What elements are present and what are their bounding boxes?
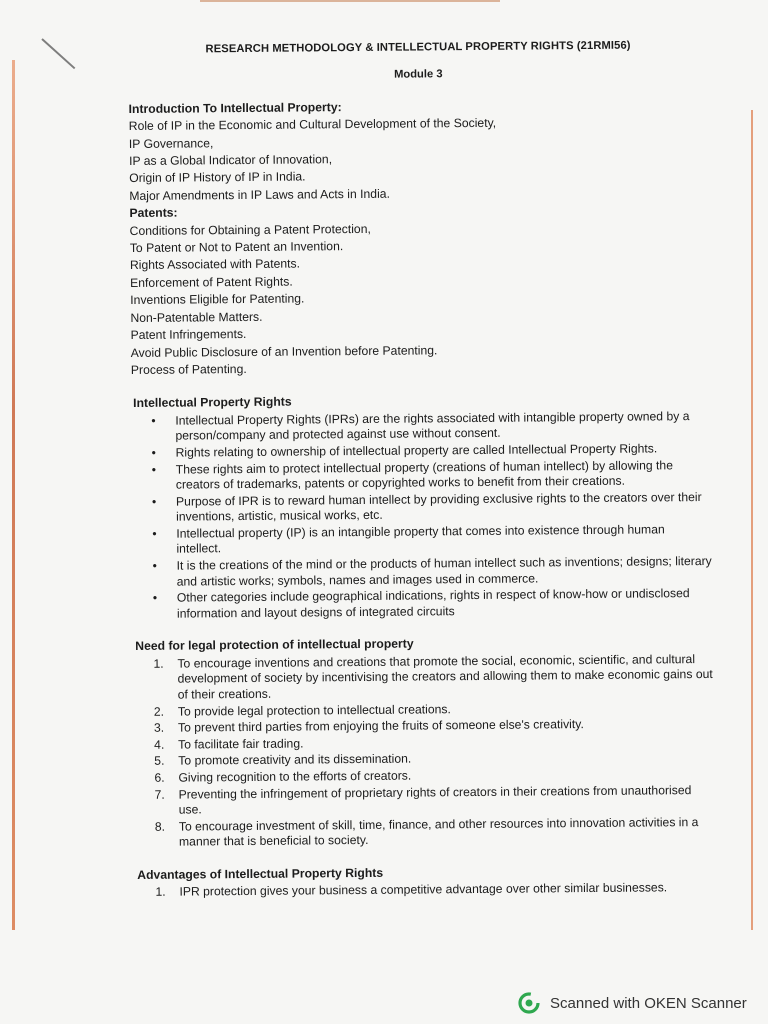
item-number: 5. — [154, 754, 165, 769]
syllabus-line: Process of Patenting. — [130, 361, 247, 377]
page-right-edge — [751, 110, 753, 930]
item-number: 4. — [154, 737, 165, 752]
item-text: To facilitate fair trading. — [178, 736, 304, 752]
item-text: Preventing the infringement of proprietary rights of creators in their creations from unauthorised use. — [178, 782, 692, 817]
ipr-section — [131, 390, 713, 622]
ipr-heading: Intellectual Property Rights — [133, 394, 292, 411]
bullet-item: • Purpose of IPR is to reward human intellect by providing exclusive rights to the creators over their inventions, artistic, musical works, etc. — [152, 490, 712, 526]
item-text: To provide legal protection to intellectual creations. — [177, 701, 451, 719]
need-section — [133, 633, 715, 851]
syllabus-line: Enforcement of Patent Rights. — [130, 274, 293, 290]
page-top-edge — [200, 0, 500, 2]
syllabus-line: Inventions Eligible for Patenting. — [130, 291, 305, 308]
numbered-item — [153, 652, 713, 704]
page-left-edge — [12, 60, 15, 930]
item-text: To prevent third parties from enjoying the fruits of someone else's creativity. — [177, 717, 584, 735]
item-text: IPR protection gives your business a competitive advantage over other similar businesses. — [179, 880, 668, 899]
bullet-item: • Intellectual Property Rights (IPRs) are the rights associated with intangible property owned by a person/company and protected against use without consent. — [151, 409, 711, 445]
need-heading: Need for legal protection of intellectual property — [135, 636, 414, 654]
scanner-logo-icon — [518, 992, 540, 1014]
patents-heading: Patents: — [129, 205, 178, 221]
ipr-bullet-list — [131, 409, 713, 623]
bullet-item: • Rights relating to ownership of intellectual property are called Intellectual Property Rights. — [152, 441, 712, 461]
bullet-item: • Intellectual property (IP) is an intangible property that comes into existence through human intellect. — [152, 522, 712, 558]
syllabus-line: Conditions for Obtaining a Patent Protection, — [129, 221, 371, 238]
module-label: Module 3 — [393, 68, 443, 82]
numbered-item — [155, 783, 715, 819]
item-number: 2. — [153, 704, 165, 719]
item-number: 8. — [154, 819, 166, 834]
item-number: 6. — [154, 770, 165, 785]
item-text: Giving recognition to the efforts of creators. — [178, 768, 412, 785]
numbered-item — [155, 815, 715, 851]
intro-heading: Introduction To Intellectual Property: — [128, 99, 342, 116]
item-number: 3. — [153, 720, 165, 736]
document-body — [128, 37, 715, 902]
document-title: RESEARCH METHODOLOGY & INTELLECTUAL PROPERTY RIGHTS (21RMI56) — [205, 39, 631, 56]
advantages-section — [135, 862, 715, 901]
syllabus-line: IP Governance, — [128, 135, 214, 151]
item-number: 1. — [153, 656, 164, 671]
item-text: To encourage inventions and creations that promote the social, economic, scientific, and cultural development of society by incentivising the creators and allowing them to make economic gains out of their creations. — [177, 651, 713, 702]
syllabus-line: Rights Associated with Patents. — [129, 256, 301, 273]
advantages-heading: Advantages of Intellectual Property Rights — [137, 865, 384, 882]
need-numbered-list — [133, 652, 715, 851]
bullet-item: • It is the creations of the mind or the products of human intellect such as inventions; designs; literary and artistic works; symbols, names and images used in commerce. — [153, 554, 713, 590]
bullet-item: • Other categories include geographical indications, rights in respect of know-how or undisclosed information and layout designs of integrated circuits — [153, 586, 713, 622]
syllabus-line: IP as a Global Indicator of Innovation, — [128, 152, 333, 169]
bullet-item: • These rights aim to protect intellectual property (creations of human intellect) by allowing the creators of trademarks, patents or copyrighted works to benefit from their creations. — [152, 457, 712, 493]
item-text: To encourage investment of skill, time, finance, and other resources into innovation activities in a manner that is beneficial to society. — [178, 814, 699, 849]
syllabus-section — [129, 96, 711, 380]
item-number: 7. — [154, 787, 165, 802]
item-text: To promote creativity and its dissemination. — [178, 751, 412, 768]
syllabus-line: Major Amendments in IP Laws and Acts in India. — [129, 186, 390, 203]
item-number: 1. — [155, 885, 166, 900]
watermark-text: Scanned with OKEN Scanner — [550, 994, 747, 1012]
syllabus-line: Avoid Public Disclosure of an Invention before Patenting. — [130, 342, 438, 360]
syllabus-line: Patent Infringements. — [130, 327, 247, 343]
pen-mark — [41, 38, 75, 69]
syllabus-line: Origin of IP History of IP in India. — [129, 169, 306, 186]
scanner-watermark — [518, 990, 747, 1016]
syllabus-line: Non-Patentable Matters. — [130, 309, 263, 325]
syllabus-line: To Patent or Not to Patent an Invention. — [129, 239, 344, 256]
syllabus-line: Role of IP in the Economic and Cultural Development of the Society, — [128, 116, 497, 134]
